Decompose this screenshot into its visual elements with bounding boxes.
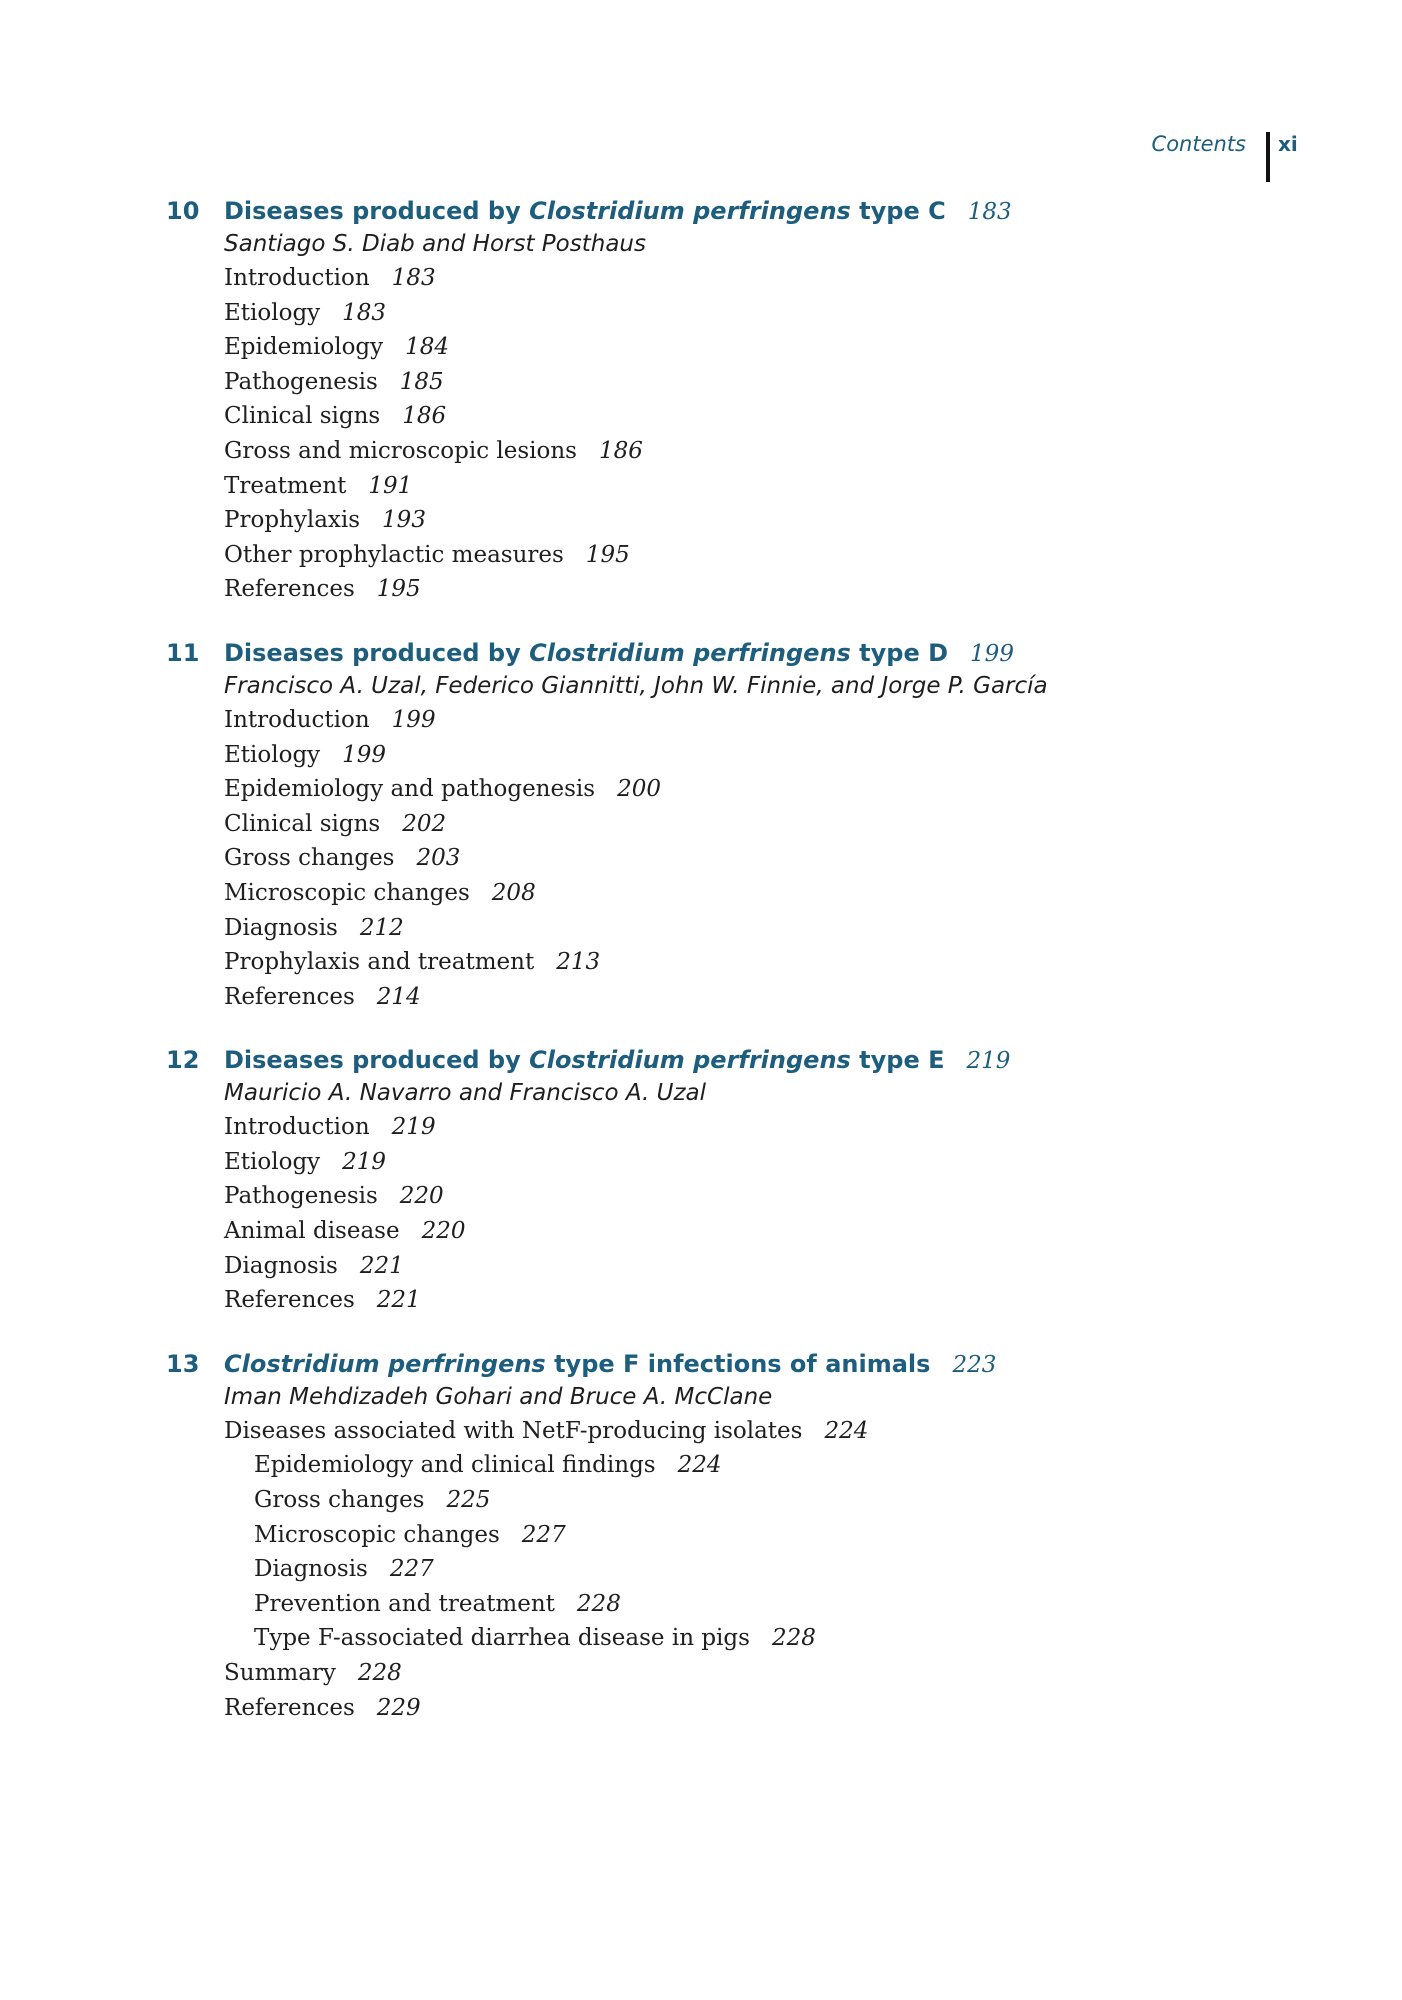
entry-page-number: 214 (376, 983, 421, 1010)
table-of-contents (0, 195, 1402, 1755)
toc-entry (224, 1145, 1402, 1180)
entry-label: Clinical signs (224, 403, 381, 430)
entry-page-number: 220 (399, 1183, 444, 1210)
entry-label: Microscopic changes (254, 1521, 500, 1548)
entry-page-number: 183 (342, 299, 387, 326)
entry-page-number: 199 (391, 706, 436, 733)
entry-page-number: 195 (585, 541, 630, 568)
toc-entry (224, 503, 1402, 538)
entry-label: Etiology (224, 1148, 321, 1175)
entry-label: Prophylaxis and treatment (224, 949, 535, 976)
chapter-page-number: 219 (966, 1048, 1011, 1075)
toc-entry (224, 1414, 1402, 1449)
entry-label: Prevention and treatment (254, 1590, 555, 1617)
chapter-section (0, 195, 1402, 607)
entry-page-number: 203 (416, 845, 461, 872)
toc-entry (224, 538, 1402, 573)
entry-label: References (224, 983, 355, 1010)
entry-page-number: 220 (421, 1218, 466, 1245)
toc-entry (224, 772, 1402, 807)
chapter-heading (0, 195, 1402, 228)
entry-page-number: 185 (399, 368, 444, 395)
chapter-section (0, 637, 1402, 1014)
running-head-label: Contents (1151, 132, 1246, 156)
entry-label: Microscopic changes (224, 879, 470, 906)
entry-label: Epidemiology and clinical findings (254, 1452, 656, 1479)
entry-label: Introduction (224, 265, 370, 291)
chapter-heading (0, 637, 1402, 670)
entry-page-number: 193 (382, 507, 426, 534)
entry-label: Pathogenesis (224, 368, 378, 395)
toc-entry (224, 945, 1402, 980)
running-head (1080, 132, 1300, 182)
entry-page-number: 186 (598, 437, 643, 464)
toc-entry (224, 980, 1402, 1015)
entry-page-number: 227 (521, 1521, 566, 1548)
toc-entry (224, 1110, 1402, 1145)
toc-entry (224, 572, 1402, 607)
toc-entry (224, 365, 1402, 400)
entry-label: Prophylaxis (224, 507, 361, 534)
entry-page-number: 228 (771, 1625, 816, 1652)
chapter-title-organism: Clostridium perfringens (529, 197, 851, 225)
entry-label: References (224, 1287, 355, 1314)
entry-page-number: 221 (359, 1252, 404, 1279)
entry-page-number: 184 (405, 334, 450, 361)
entry-label: Summary (224, 1660, 336, 1686)
toc-subentry (254, 1621, 1402, 1656)
entry-page-number: 225 (446, 1487, 491, 1514)
entry-label: Gross and microscopic lesions (224, 437, 577, 464)
toc-subentry (254, 1552, 1402, 1587)
toc-subentry (254, 1587, 1402, 1622)
chapter-title-text: type F infections of animals (545, 1349, 931, 1378)
chapter-number: 12 (166, 1046, 200, 1075)
entry-page-number: 228 (576, 1590, 621, 1617)
entry-page-number: 227 (389, 1556, 434, 1583)
entry-page-number: 208 (491, 879, 536, 906)
chapter-title-text: Diseases produced by (224, 1046, 530, 1075)
entry-label: Introduction (224, 706, 370, 733)
entry-label: Type F-associated diarrhea disease in pigs (254, 1625, 750, 1652)
toc-entry (224, 1249, 1402, 1284)
entry-page-number: 199 (342, 741, 387, 768)
toc-subentry (254, 1518, 1402, 1553)
chapter-title (224, 637, 1014, 671)
page-folio: xi (1278, 132, 1298, 156)
entry-page-number: 224 (677, 1452, 722, 1479)
entry-page-number: 191 (368, 472, 413, 499)
chapter-authors: Francisco A. Uzal, Federico Giannitti, John W. Finnie, and Jorge P. García (224, 672, 1048, 699)
chapter-title-organism: Clostridium perfringens (529, 638, 851, 667)
chapter-title-organism: Clostridium perfringens (529, 1046, 851, 1075)
entry-label: Diagnosis (224, 914, 338, 941)
toc-entry (224, 807, 1402, 842)
toc-entry (224, 1283, 1402, 1318)
entry-page-number: 229 (376, 1694, 421, 1721)
toc-entry (224, 876, 1402, 911)
toc-entry (224, 1656, 1402, 1691)
entry-page-number: 195 (376, 576, 421, 603)
entry-label: Etiology (224, 741, 321, 768)
entry-label: Introduction (224, 1114, 370, 1141)
toc-entry (224, 469, 1402, 504)
entry-label: Etiology (224, 299, 321, 326)
toc-subentry (254, 1448, 1402, 1483)
entry-page-number: 202 (402, 810, 447, 837)
toc-entry (224, 1179, 1402, 1214)
toc-entry (224, 296, 1402, 331)
entry-label: Epidemiology and pathogenesis (224, 776, 596, 803)
entry-label: Diagnosis (224, 1252, 338, 1279)
entry-label: Diagnosis (254, 1556, 368, 1583)
entry-page-number: 228 (357, 1660, 402, 1686)
entry-label: Clinical signs (224, 810, 381, 837)
toc-subentry (254, 1483, 1402, 1518)
chapter-title (224, 195, 1012, 229)
entry-page-number: 183 (391, 265, 436, 291)
chapter-title-text: type C (850, 197, 946, 225)
toc-entry (224, 841, 1402, 876)
toc-entry (224, 261, 1402, 296)
toc-entry (224, 911, 1402, 946)
entry-page-number: 219 (342, 1148, 387, 1175)
chapter-title-text: Diseases produced by (224, 638, 530, 667)
entry-page-number: 219 (391, 1114, 436, 1141)
chapter-page-number: 199 (970, 640, 1014, 667)
chapter-heading (0, 1044, 1402, 1077)
chapter-number: 11 (166, 638, 200, 667)
toc-entry (224, 738, 1402, 773)
toc-entry (224, 434, 1402, 469)
chapter-page-number: 183 (967, 199, 1012, 225)
entry-page-number: 200 (617, 776, 661, 803)
entry-label: Gross changes (224, 845, 395, 872)
chapter-title-organism: Clostridium perfringens (224, 1349, 546, 1378)
chapter-authors: Santiago S. Diab and Horst Posthaus (224, 231, 646, 257)
entry-label: Diseases associated with NetF-producing isolates (224, 1417, 803, 1444)
chapter-authors: Iman Mehdizadeh Gohari and Bruce A. McClane (224, 1383, 773, 1410)
entry-page-number: 186 (402, 403, 447, 430)
chapter-title (224, 1348, 996, 1382)
running-head-divider (1266, 132, 1270, 182)
entry-label: References (224, 1694, 355, 1721)
chapter-title-text: Diseases produced by (224, 197, 530, 225)
entry-label: Pathogenesis (224, 1183, 378, 1210)
entry-label: Animal disease (224, 1218, 400, 1245)
toc-entry (224, 1214, 1402, 1249)
entry-page-number: 212 (359, 914, 404, 941)
toc-entry (224, 1691, 1402, 1726)
chapter-section (0, 1044, 1402, 1318)
entry-page-number: 224 (824, 1417, 869, 1444)
entry-label: References (224, 576, 355, 603)
toc-entry (224, 703, 1402, 738)
chapter-heading (0, 1348, 1402, 1381)
toc-entry (224, 399, 1402, 434)
chapter-title-text: type D (850, 638, 949, 667)
chapter-title (224, 1044, 1010, 1078)
chapter-page-number: 223 (952, 1351, 997, 1378)
entry-label: Treatment (224, 472, 347, 499)
entry-page-number: 213 (556, 949, 601, 976)
toc-entry (224, 330, 1402, 365)
chapter-title-text: type E (850, 1046, 945, 1075)
chapter-number: 10 (166, 197, 200, 225)
chapter-authors: Mauricio A. Navarro and Francisco A. Uzal (224, 1080, 707, 1107)
entry-page-number: 221 (376, 1287, 421, 1314)
entry-label: Gross changes (254, 1487, 425, 1514)
chapter-number: 13 (166, 1349, 200, 1378)
chapter-section (0, 1348, 1402, 1725)
entry-label: Epidemiology (224, 334, 384, 361)
entry-label: Other prophylactic measures (224, 541, 564, 568)
